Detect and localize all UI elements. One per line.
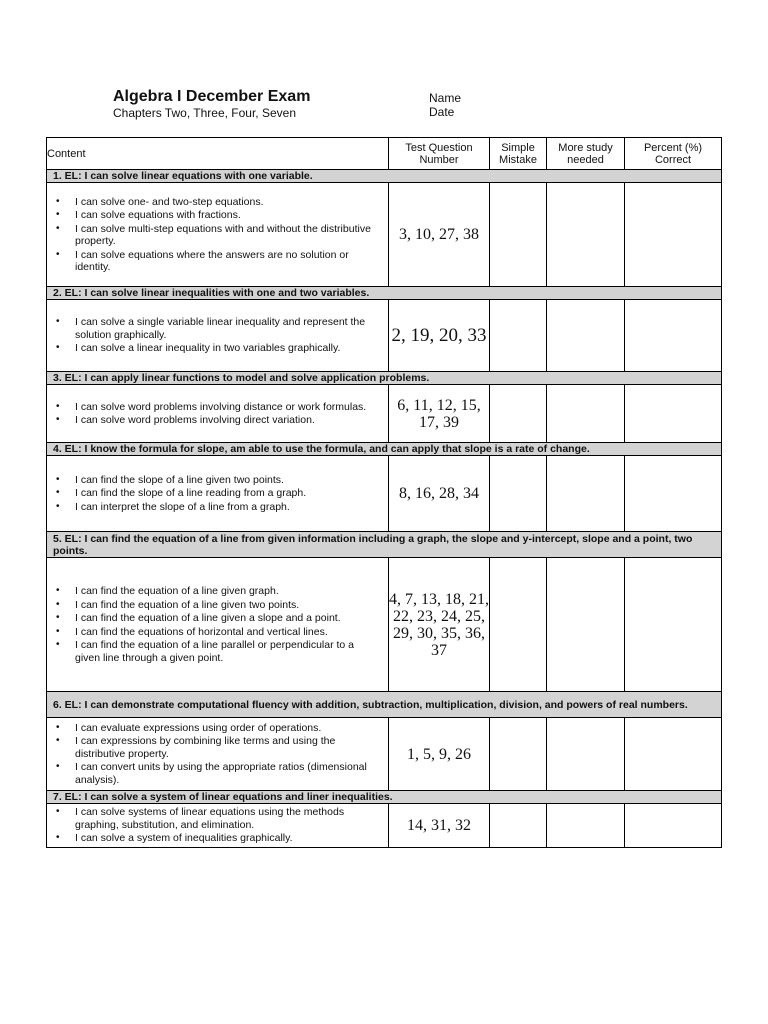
percent-correct-cell[interactable] — [625, 558, 722, 692]
section-row — [47, 300, 722, 372]
objective-item: • I can evaluate expressions using order of operations. — [75, 722, 374, 735]
more-study-cell[interactable] — [547, 718, 625, 791]
objective-item: • I can solve word problems involving distance or work formulas. — [75, 401, 374, 414]
simple-mistake-cell[interactable] — [490, 558, 547, 692]
section-heading-row — [47, 532, 722, 558]
objective-list — [47, 722, 388, 787]
question-numbers: 4, 7, 13, 18, 21, 22, 23, 24, 25, 29, 30, 35, 36, 37 — [389, 558, 490, 692]
objective-item: • I can interpret the slope of a line from a graph. — [75, 501, 374, 514]
section-row — [47, 718, 722, 791]
column-header-more-study: More study needed — [547, 138, 625, 170]
objective-item: • I can solve equations with fractions. — [75, 209, 374, 222]
section-heading-row — [47, 791, 722, 804]
objective-list — [47, 585, 388, 664]
section-content-cell — [47, 183, 389, 287]
section-heading-row — [47, 692, 722, 718]
section-content-cell — [47, 300, 389, 372]
more-study-cell[interactable] — [547, 558, 625, 692]
objective-list — [47, 474, 388, 514]
simple-mistake-cell[interactable] — [490, 718, 547, 791]
question-numbers: 1, 5, 9, 26 — [389, 718, 490, 791]
objective-item: • I can find the equations of horizontal and vertical lines. — [75, 626, 374, 639]
section-content-cell — [47, 804, 389, 848]
objective-list — [47, 401, 388, 427]
objective-item: • I can find the slope of a line given two points. — [75, 474, 374, 487]
question-numbers: 2, 19, 20, 33 — [389, 300, 490, 372]
column-header-simple-mistake: Simple Mistake — [490, 138, 547, 170]
objective-item: • I can solve multi-step equations with and without the distributive property. — [75, 223, 374, 248]
section-heading-row — [47, 287, 722, 300]
simple-mistake-cell[interactable] — [490, 804, 547, 848]
exam-subtitle: Chapters Two, Three, Four, Seven — [113, 106, 296, 120]
section-content-cell — [47, 456, 389, 532]
section-heading: 1. EL: I can solve linear equations with one variable. — [47, 170, 722, 183]
objective-item: • I can convert units by using the appropriate ratios (dimensional analysis). — [75, 761, 374, 786]
date-label: Date — [429, 105, 455, 119]
section-heading: 6. EL: I can demonstrate computational fluency with addition, subtraction, multiplication, division, and powers of real numbers. — [47, 692, 722, 718]
objective-item: • I can find the equation of a line parallel or perpendicular to a given line through a given point. — [75, 639, 374, 664]
simple-mistake-cell[interactable] — [490, 300, 547, 372]
section-row — [47, 183, 722, 287]
more-study-cell[interactable] — [547, 804, 625, 848]
objective-item: • I can find the equation of a line given a slope and a point. — [75, 612, 374, 625]
objective-item: • I can solve systems of linear equations using the methods graphing, substitution, and elimination. — [75, 806, 374, 831]
objective-item: • I can solve word problems involving direct variation. — [75, 414, 374, 427]
percent-correct-cell[interactable] — [625, 385, 722, 443]
section-heading: 7. EL: I can solve a system of linear equations and liner inequalities. — [47, 791, 722, 804]
objective-item: • I can expressions by combining like terms and using the distributive property. — [75, 735, 374, 760]
question-numbers: 3, 10, 27, 38 — [389, 183, 490, 287]
objective-item: • I can solve a system of inequalities graphically. — [75, 832, 374, 845]
percent-correct-cell[interactable] — [625, 718, 722, 791]
objective-item: • I can find the equation of a line given graph. — [75, 585, 374, 598]
section-row — [47, 456, 722, 532]
section-content-cell — [47, 385, 389, 443]
section-row — [47, 385, 722, 443]
section-heading-row — [47, 443, 722, 456]
section-heading-row — [47, 170, 722, 183]
more-study-cell[interactable] — [547, 456, 625, 532]
objective-list — [47, 806, 388, 845]
percent-correct-cell[interactable] — [625, 804, 722, 848]
objective-list — [47, 316, 388, 355]
section-content-cell — [47, 558, 389, 692]
more-study-cell[interactable] — [547, 183, 625, 287]
column-header-percent-correct: Percent (%) Correct — [625, 138, 722, 170]
section-heading: 2. EL: I can solve linear inequalities with one and two variables. — [47, 287, 722, 300]
section-row — [47, 558, 722, 692]
name-label: Name — [429, 91, 462, 105]
section-heading-row — [47, 372, 722, 385]
question-numbers: 6, 11, 12, 15, 17, 39 — [389, 385, 490, 443]
column-header-question-number: Test Question Number — [389, 138, 490, 170]
objective-item: • I can find the equation of a line given two points. — [75, 599, 374, 612]
percent-correct-cell[interactable] — [625, 183, 722, 287]
section-content-cell — [47, 718, 389, 791]
more-study-cell[interactable] — [547, 300, 625, 372]
percent-correct-cell[interactable] — [625, 456, 722, 532]
more-study-cell[interactable] — [547, 385, 625, 443]
objective-item: • I can solve equations where the answers are no solution or identity. — [75, 249, 374, 274]
simple-mistake-cell[interactable] — [490, 385, 547, 443]
percent-correct-cell[interactable] — [625, 300, 722, 372]
objective-item: • I can solve a single variable linear inequality and represent the solution graphically. — [75, 316, 374, 341]
section-row — [47, 804, 722, 848]
table-header-row — [47, 138, 722, 170]
objective-item: • I can find the slope of a line reading from a graph. — [75, 487, 374, 500]
section-heading: 4. EL: I know the formula for slope, am able to use the formula, and can apply that slope is a rate of change. — [47, 443, 722, 456]
exam-table — [46, 137, 722, 848]
simple-mistake-cell[interactable] — [490, 183, 547, 287]
student-fields — [429, 91, 461, 119]
section-heading: 5. EL: I can find the equation of a line from given information including a graph, the slope and y-intercept, slope and a point, two points. — [47, 532, 722, 558]
question-numbers: 8, 16, 28, 34 — [389, 456, 490, 532]
question-numbers: 14, 31, 32 — [389, 804, 490, 848]
exam-title: Algebra I December Exam — [113, 88, 311, 105]
objective-item: • I can solve one- and two-step equations. — [75, 196, 374, 209]
objective-item: • I can solve a linear inequality in two variables graphically. — [75, 342, 374, 355]
simple-mistake-cell[interactable] — [490, 456, 547, 532]
section-heading: 3. EL: I can apply linear functions to model and solve application problems. — [47, 372, 722, 385]
column-header-content: Content — [47, 138, 389, 170]
objective-list — [47, 196, 388, 274]
